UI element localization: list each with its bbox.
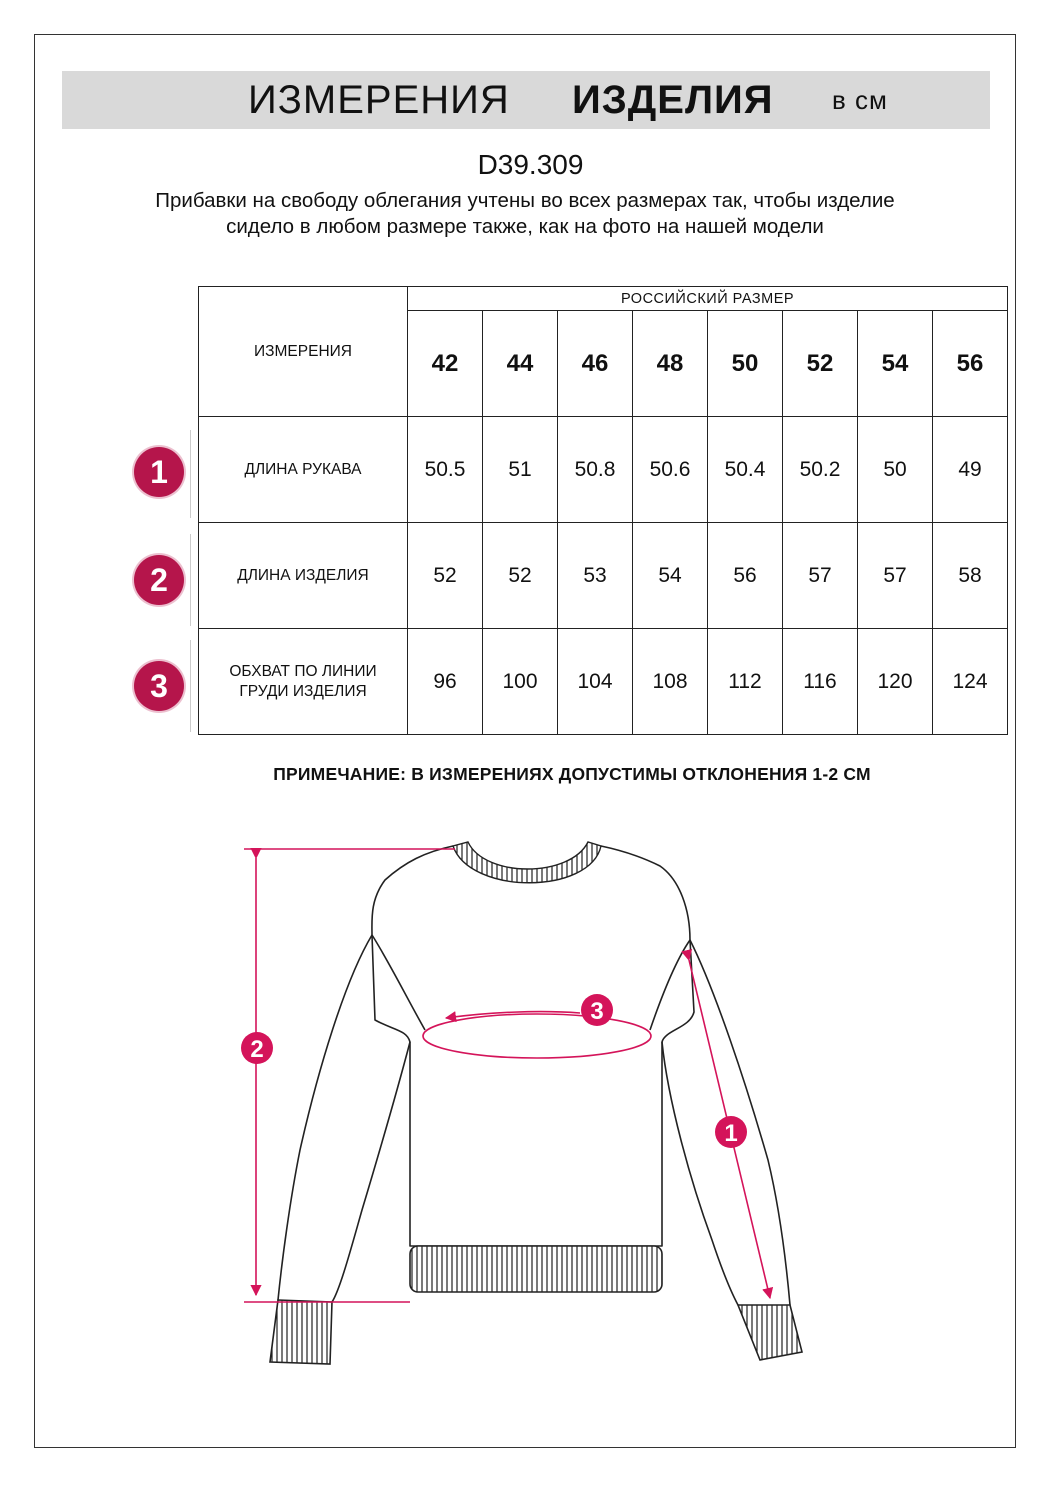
- table-cell: 58: [933, 523, 1008, 629]
- size-header: 52: [783, 311, 858, 417]
- table-cell: 50.5: [408, 417, 483, 523]
- marker-1: [715, 1116, 747, 1148]
- header-unit: в см: [832, 85, 888, 115]
- table-cell: 57: [783, 523, 858, 629]
- header-word-measurements: ИЗМЕРЕНИЯ: [248, 78, 510, 122]
- table-cell: 124: [933, 629, 1008, 735]
- sweater-outline: [278, 846, 790, 1305]
- table-cell: 108: [633, 629, 708, 735]
- label-header: ИЗМЕРЕНИЯ: [199, 287, 408, 417]
- table-cell: 53: [558, 523, 633, 629]
- row-label: ДЛИНА ИЗДЕЛИЯ: [199, 523, 408, 629]
- size-header: 44: [483, 311, 558, 417]
- right-cuff: [738, 1305, 802, 1360]
- size-header: 42: [408, 311, 483, 417]
- marker-label: 1: [724, 1120, 738, 1147]
- intro-text: Прибавки на свободу облегания учтены во всех размерах так, чтобы изделие сидело в любом размере также, как на фото на нашей модели: [155, 189, 895, 238]
- chest-measure: [423, 1012, 651, 1058]
- marker-3: [581, 994, 613, 1026]
- size-header: 54: [858, 311, 933, 417]
- neck-rib: [453, 842, 601, 883]
- table-cell: 57: [858, 523, 933, 629]
- row-label: ДЛИНА РУКАВА: [199, 417, 408, 523]
- marker-label: 2: [250, 1036, 264, 1063]
- table-cell: 50: [858, 417, 933, 523]
- table-cell: 112: [708, 629, 783, 735]
- table-cell: 120: [858, 629, 933, 735]
- row-number-badge: 3: [134, 661, 184, 711]
- table-cell: 54: [633, 523, 708, 629]
- table-cell: 116: [783, 629, 858, 735]
- size-header: 48: [633, 311, 708, 417]
- hem-rib: [410, 1246, 662, 1292]
- table-cell: 100: [483, 629, 558, 735]
- table-cell: 50.6: [633, 417, 708, 523]
- table-cell: 104: [558, 629, 633, 735]
- table-cell: 49: [933, 417, 1008, 523]
- marker-2: [241, 1032, 273, 1064]
- row-number-badge: 2: [134, 555, 184, 605]
- size-header: 56: [933, 311, 1008, 417]
- row-label: ОБХВАТ ПО ЛИНИИ ГРУДИ ИЗДЕЛИЯ: [199, 629, 408, 735]
- model-code: D39.309: [477, 149, 584, 180]
- table-cell: 96: [408, 629, 483, 735]
- table-cell: 50.4: [708, 417, 783, 523]
- length-measure: [244, 849, 455, 1302]
- note-text: ПРИМЕЧАНИЕ: В ИЗМЕРЕНИЯХ ДОПУСТИМЫ ОТКЛОНЕНИЯ 1-2 СМ: [273, 764, 871, 784]
- marker-label: 3: [590, 998, 604, 1025]
- size-header: 50: [708, 311, 783, 417]
- header-word-product: ИЗДЕЛИЯ: [572, 78, 774, 122]
- table-cell: 52: [408, 523, 483, 629]
- table-cell: 50.2: [783, 417, 858, 523]
- group-header: РОССИЙСКИЙ РАЗМЕР: [408, 287, 1008, 311]
- table-cell: 56: [708, 523, 783, 629]
- size-header: 46: [558, 311, 633, 417]
- table-cell: 51: [483, 417, 558, 523]
- row-number-badge: 1: [134, 447, 184, 497]
- table-cell: 52: [483, 523, 558, 629]
- left-cuff: [270, 1300, 332, 1364]
- table-cell: 50.8: [558, 417, 633, 523]
